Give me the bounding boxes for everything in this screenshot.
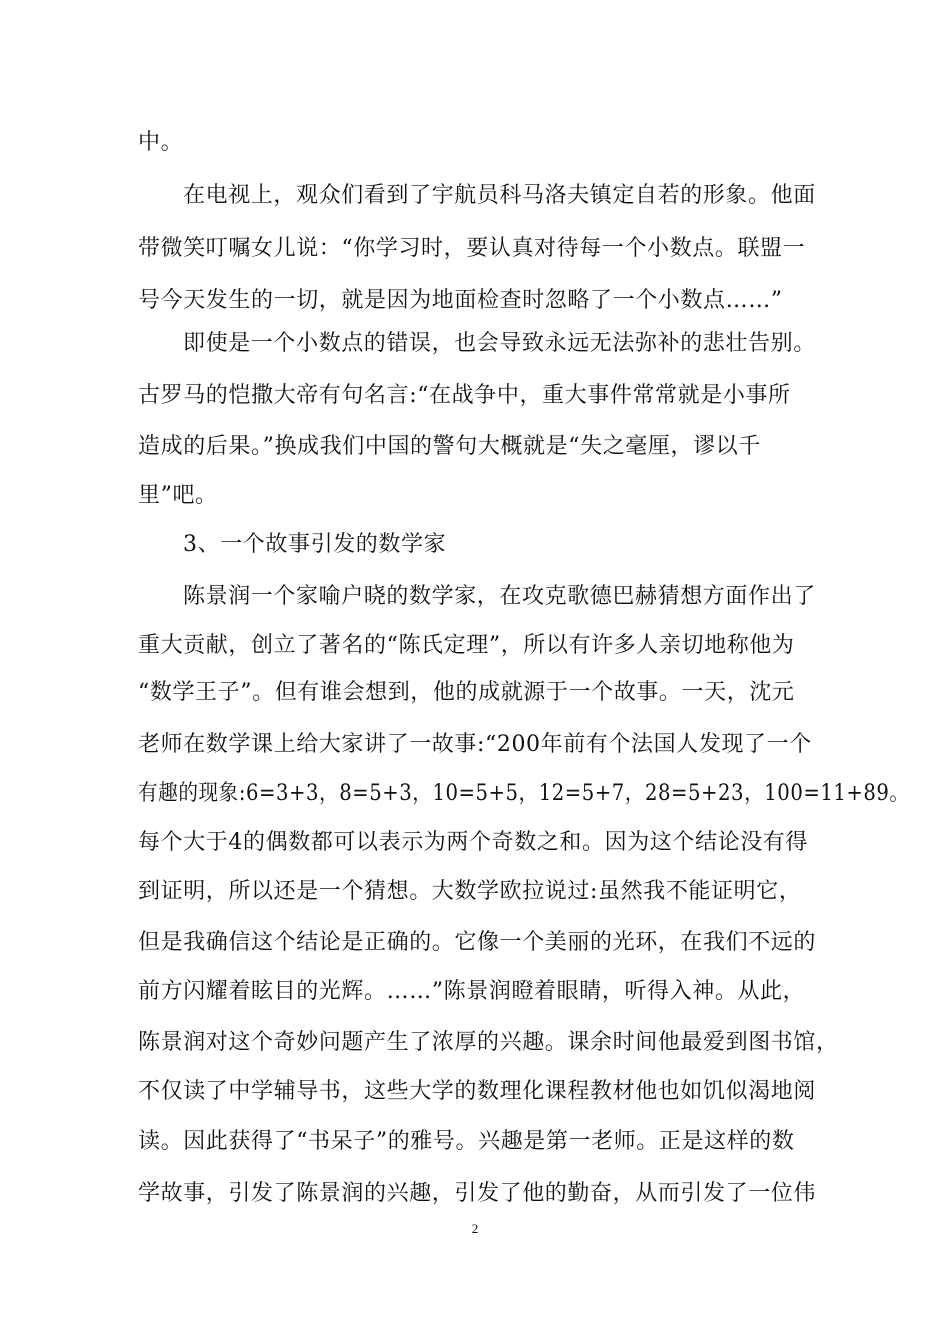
text-line: “数学王子”。但有谁会想到，他的成就源于一个故事。一天，沈元 bbox=[138, 680, 795, 705]
text-line: 有趣的现象:6=3+3，8=5+3，10=5+5，12=5+7，28=5+23，100=11+89。 bbox=[138, 781, 910, 806]
text-line: 到证明，所以还是一个猜想。大数学欧拉说过:虽然我不能证明它， bbox=[138, 879, 802, 904]
text-line: 读。因此获得了“书呆子”的雅号。兴趣是第一老师。正是这样的数 bbox=[138, 1129, 795, 1154]
text-line: 每个大于4的偶数都可以表示为两个奇数之和。因为这个结论没有得 bbox=[138, 830, 808, 855]
text-line: 前方闪耀着眩目的光辉。……”陈景润瞪着眼睛，听得入神。从此， bbox=[138, 979, 806, 1004]
text-line: 号今天发生的一切，就是因为地面检查时忽略了一个小数点……” bbox=[138, 288, 783, 313]
text-line: 陈景润对这个奇妙问题产生了浓厚的兴趣。课余时间他最爱到图书馆， bbox=[138, 1030, 839, 1055]
text-line: 古罗马的恺撒大帝有句名言:“在战争中，重大事件常常就是小事所 bbox=[138, 383, 791, 408]
text-line: 中。 bbox=[138, 130, 184, 155]
text-line: 陈景润一个家喻户晓的数学家，在攻克歌德巴赫猜想方面作出了 bbox=[183, 584, 816, 609]
text-line: 不仅读了中学辅导书，这些大学的数理化课程教材他也如饥似渴地阅 bbox=[138, 1079, 817, 1104]
text-line: 带微笑叮嘱女儿说：“你学习时，要认真对待每一个小数点。联盟一 bbox=[138, 236, 806, 261]
text-line: 造成的后果。”换成我们中国的警句大概就是“失之毫厘，谬以千 bbox=[138, 434, 761, 459]
text-line: 在电视上，观众们看到了宇航员科马洛夫镇定自若的形象。他面 bbox=[183, 183, 816, 208]
text-line: 老师在数学课上给大家讲了一故事:“200年前有个法国人发现了一个 bbox=[138, 732, 812, 757]
text-line: 但是我确信这个结论是正确的。它像一个美丽的光环，在我们不远的 bbox=[138, 930, 817, 955]
text-line: 重大贡献，创立了著名的“陈氏定理”，所以有许多人亲切地称他为 bbox=[138, 633, 795, 658]
page-number: 2 bbox=[471, 1221, 479, 1236]
text-line: 即使是一个小数点的错误，也会导致永远无法弥补的悲壮告别。 bbox=[183, 331, 816, 356]
section-heading: 3、一个故事引发的数学家 bbox=[183, 532, 447, 557]
text-line: 里”吧。 bbox=[138, 483, 218, 508]
text-line: 学故事，引发了陈景润的兴趣，引发了他的勤奋，从而引发了一位伟 bbox=[138, 1181, 817, 1206]
